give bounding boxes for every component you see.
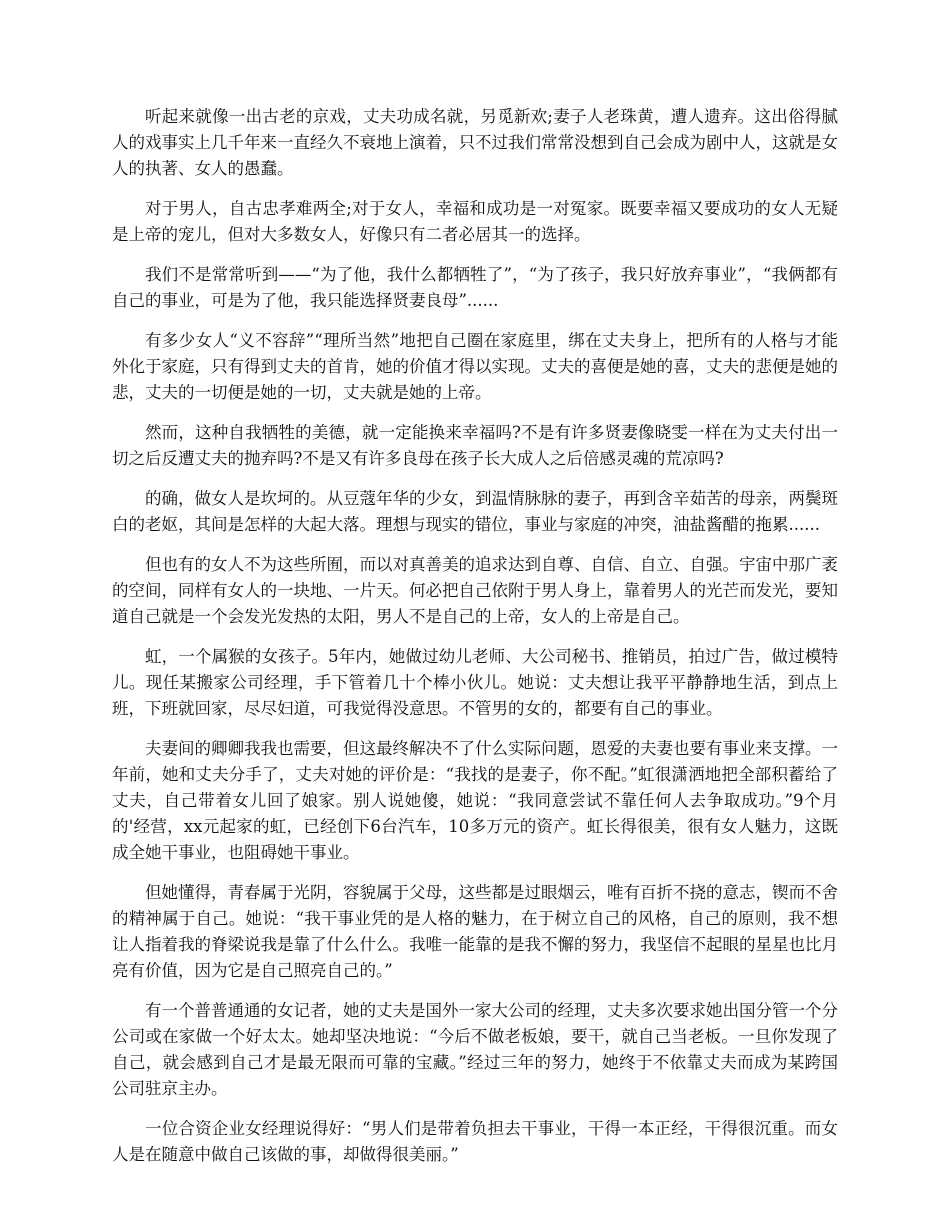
paragraph-10: 但她懂得，青春属于光阴，容貌属于父母，这些都是过眼烟云，唯有百折不挠的意志，锲而不舍的精神属于自己。她说：“我干事业凭的是人格的魅力，在于树立自己的风格，自己的原则，我不想让人指着我的脊梁说我是靠了什么什么。我唯一能靠的是我不懈的努力，我坚信不起眼的星星也比月亮有价值，因为它是自己照亮自己的。” — [112, 883, 838, 980]
paragraph-6: 的确，做女人是坎坷的。从豆蔻年华的少女，到温情脉脉的妻子，再到含辛茹苦的母亲，两鬓斑白的老妪，其间是怎样的大起大落。理想与现实的错位，事业与家庭的冲突，油盐酱醋的拖累...... — [112, 489, 838, 534]
paragraph-1: 听起来就像一出古老的京戏，丈夫功成名就，另觅新欢;妻子人老珠黄，遭人遗弃。这出俗得腻人的戏事实上几千年来一直经久不衰地上演着，只不过我们常常没想到自己会成为剧中人，这就是女人的执著、女人的愚蠢。 — [112, 107, 838, 178]
paragraph-2: 对于男人，自古忠孝难两全;对于女人，幸福和成功是一对冤家。既要幸福又要成功的女人无疑是上帝的宠儿，但对大多数女人，好像只有二者必居其一的选择。 — [112, 199, 838, 244]
paragraph-8: 虹，一个属猴的女孩子。5年内，她做过幼儿老师、大公司秘书、推销员，拍过广告，做过模特儿。现任某搬家公司经理，手下管着几十个棒小伙儿。她说：丈夫想让我平平静静地生活，到点上班，下班就回家，尽尽妇道，可我觉得没意思。不管男的女的，都要有自己的事业。 — [112, 647, 838, 718]
paragraph-12: 一位合资企业女经理说得好：“男人们是带着负担去干事业，干得一本正经，干得很沉重。而女人是在随意中做自己该做的事，却做得很美丽。” — [112, 1119, 838, 1164]
paragraph-4: 有多少女人“义不容辞”“理所当然”地把自己圈在家庭里，绑在丈夫身上，把所有的人格与才能外化于家庭，只有得到丈夫的首肯，她的价值才得以实现。丈夫的喜便是她的喜，丈夫的悲便是她的悲，丈夫的一切便是她的一切，丈夫就是她的上帝。 — [112, 331, 838, 402]
paragraph-5: 然而，这种自我牺牲的美德，就一定能换来幸福吗?不是有许多贤妻像晓雯一样在为丈夫付出一切之后反遭丈夫的抛弃吗?不是又有许多良母在孩子长大成人之后倍感灵魂的荒凉吗? — [112, 423, 838, 468]
document-body — [112, 104, 838, 1182]
paragraph-7: 但也有的女人不为这些所囿，而以对真善美的追求达到自尊、自信、自立、自强。宇宙中那广袤的空间，同样有女人的一块地、一片天。何必把自己依附于男人身上，靠着男人的光芒而发光，要知道自己就是一个会发光发热的太阳，男人不是自己的上帝，女人的上帝是自己。 — [112, 555, 838, 626]
paragraph-11: 有一个普普通通的女记者，她的丈夫是国外一家大公司的经理，丈夫多次要求她出国分管一个分公司或在家做一个好太太。她却坚决地说：“今后不做老板娘，要干，就自己当老板。一旦你发现了自己，就会感到自己才是最无限而可靠的宝藏。”经过三年的努力，她终于不依靠丈夫而成为某跨国公司驻京主办。 — [112, 1001, 838, 1098]
paragraph-3: 我们不是常常听到——“为了他，我什么都牺牲了”，“为了孩子，我只好放弃事业”，“我俩都有自己的事业，可是为了他，我只能选择贤妻良母”...... — [112, 265, 838, 310]
paragraph-9: 夫妻间的卿卿我我也需要，但这最终解决不了什么实际问题，恩爱的夫妻也要有事业来支撑。一年前，她和丈夫分手了，丈夫对她的评价是：“我找的是妻子，你不配。”虹很潇洒地把全部积蓄给了丈夫，自己带着女儿回了娘家。别人说她傻，她说：“我同意尝试不靠任何人去争取成功。”9个月的'经营，xx元起家的虹，已经创下6台汽车，10多万元的资产。虹长得很美，很有女人魅力，这既成全她干事业，也阻碍她干事业。 — [112, 739, 838, 862]
